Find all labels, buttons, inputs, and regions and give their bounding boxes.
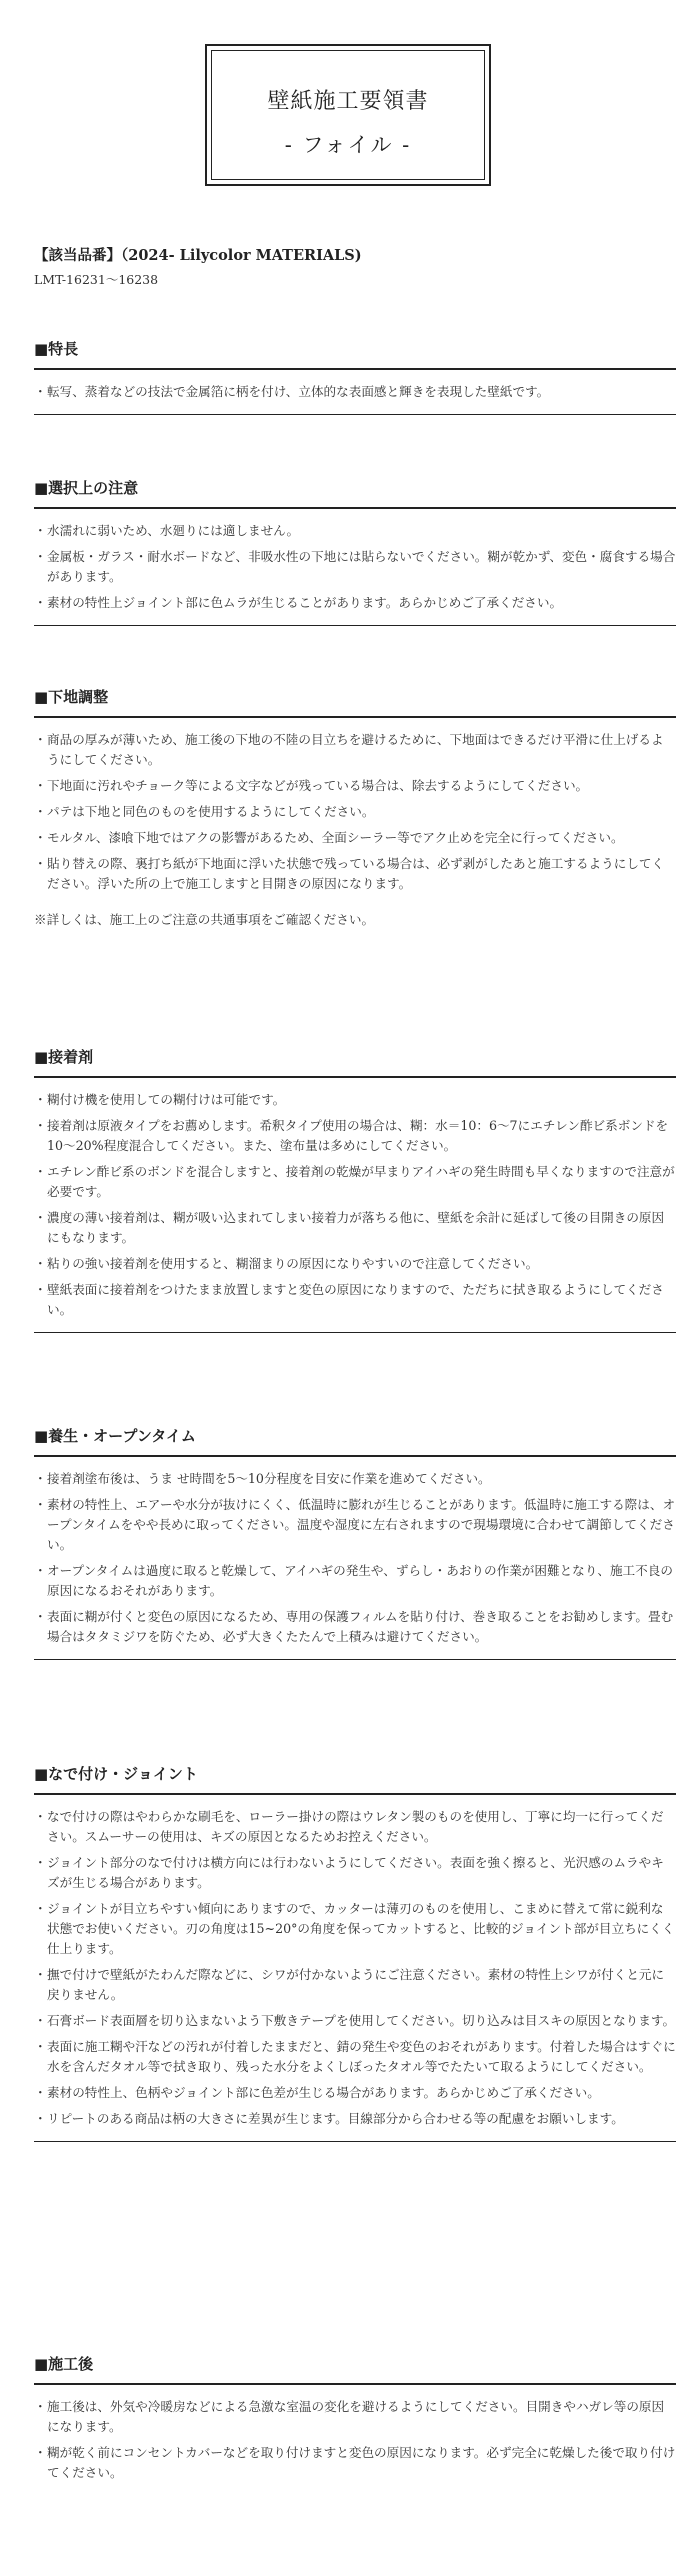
title-inner-frame	[211, 50, 485, 180]
section-adhesive	[34, 1046, 676, 1333]
section-heading: ■施工後	[34, 2353, 676, 2385]
list-item: ・ 表面に糊が付くと変色の原因になるため、専用の保護フィルムを貼り付け、巻き取ることをお勧めします。畳む場合はタタミジワを防ぐため、必ず大きくたたんで上積みは避けてください。	[34, 1607, 676, 1647]
list-item: ・ なで付けの際はやわらかな刷毛を、ローラー掛けの際はウレタン製のものを使用し、丁寧に均一に行ってください。スムーサーの使用は、キズの原因となるためお控えください。	[34, 1807, 676, 1847]
product-label: 【該当品番】（2024- Lilycolor MATERIALS)	[34, 247, 362, 264]
section-note: ※詳しくは、施工上のご注意の共通事項をご確認ください。	[34, 912, 375, 927]
section-heading: ■なで付け・ジョイント	[34, 1763, 676, 1795]
section-features	[34, 338, 676, 415]
list-item: ・ パテは下地と同色のものを使用するようにしてください。	[34, 802, 676, 822]
section-smoothing-joints	[34, 1763, 676, 2142]
list-item: ・ オープンタイムは過度に取ると乾燥して、アイハギの発生や、ずらし・あおりの作業が困難となり、施工不良の原因になるおそれがあります。	[34, 1561, 676, 1601]
list-item: ・ 素材の特性上、色柄やジョイント部に色差が生じる場合があります。あらかじめご了承ください。	[34, 2083, 676, 2103]
list-item: ・ 転写、蒸着などの技法で金属箔に柄を付け、立体的な表面感と輝きを表現した壁紙です。	[34, 382, 676, 402]
section-list	[34, 509, 676, 626]
document-title: 壁紙施工要領書	[267, 89, 429, 114]
section-selection-notes	[34, 477, 676, 626]
list-item: ・ ジョイント部分のなで付けは横方向には行わないようにしてください。表面を強く擦ると、光沢感のムラやキズが生じる場合があります。	[34, 1853, 676, 1893]
list-item: ・ 水濡れに弱いため、水廻りには適しません。	[34, 521, 676, 541]
list-item: ・ リピートのある商品は柄の大きさに差異が生じます。目線部分から合わせる等の配慮をお願いします。	[34, 2109, 676, 2129]
title-box	[205, 44, 491, 186]
document-subtitle: - フォイル -	[284, 133, 412, 157]
section-list	[34, 1795, 676, 2142]
section-list	[34, 718, 676, 906]
section-heading: ■接着剤	[34, 1046, 676, 1078]
list-item: ・ 表面に施工糊や汗などの汚れが付着したままだと、錆の発生や変色のおそれがあります。付着した場合はすぐに水を含んだタオル等で拭き取り、残った水分をよくしぼったタオル等でたたいて取るようにしてください。	[34, 2037, 676, 2077]
list-item: ・ 金属板・ガラス・耐水ボードなど、非吸水性の下地には貼らないでください。糊が乾かず、変色・腐食する場合があります。	[34, 547, 676, 587]
product-meta	[34, 244, 362, 288]
list-item: ・ 施工後は、外気や冷暖房などによる急激な室温の変化を避けるようにしてください。目開きやハガレ等の原因になります。	[34, 2397, 676, 2437]
list-item: ・ 撫で付けで壁紙がたわんだ際などに、シワが付かないようにご注意ください。素材の特性上シワが付くと元に戻りません。	[34, 1965, 676, 2005]
section-heading: ■養生・オープンタイム	[34, 1425, 676, 1457]
section-list	[34, 1078, 676, 1333]
list-item: ・ 濃度の薄い接着剤は、糊が吸い込まれてしまい接着力が落ちる他に、壁紙を余計に延ばして後の目開きの原因にもなります。	[34, 1208, 676, 1248]
list-item: ・ 接着剤塗布後は、うま せ時間を5～10分程度を目安に作業を進めてください。	[34, 1469, 676, 1489]
list-item: ・ 商品の厚みが薄いため、施工後の下地の不陸の目立ちを避けるために、下地面はできるだけ平滑に仕上げるようにしてください。	[34, 730, 676, 770]
section-after-installation	[34, 2353, 676, 2495]
section-heading: ■選択上の注意	[34, 477, 676, 509]
list-item: ・ 接着剤は原液タイプをお薦めします。希釈タイプ使用の場合は、糊：水＝10：6～7にエチレン酢ビ系ボンドを10～20%程度混合してください。また、塗布量は多めにしてください。	[34, 1116, 676, 1156]
section-curing-open-time	[34, 1425, 676, 1660]
section-heading: ■特長	[34, 338, 676, 370]
list-item: ・ 素材の特性上ジョイント部に色ムラが生じることがあります。あらかじめご了承ください。	[34, 593, 676, 613]
list-item: ・ ジョイントが目立ちやすい傾向にありますので、カッターは薄刃のものを使用し、こまめに替えて常に鋭利な状態でお使いください。刃の角度は15~20°の角度を保ってカットすると、比較的ジョイント部が目立ちにくく仕上ります。	[34, 1899, 676, 1959]
list-item: ・ 貼り替えの際、裏打ち紙が下地面に浮いた状態で残っている場合は、必ず剥がしたあと施工するようにしてください。浮いた所の上で施工しますと目開きの原因になります。	[34, 854, 676, 894]
list-item: ・ 素材の特性上、エアーや水分が抜けにくく、低温時に膨れが生じることがあります。低温時に施工する際は、オープンタイムをやや長めに取ってください。温度や湿度に左右されますので現場環境に合わせて調節してください。	[34, 1495, 676, 1555]
list-item: ・ エチレン酢ビ系のボンドを混合しますと、接着剤の乾燥が早まりアイハギの発生時間も早くなりますので注意が必要です。	[34, 1162, 676, 1202]
list-item: ・ 糊が乾く前にコンセントカバーなどを取り付けますと変色の原因になります。必ず完全に乾燥した後で取り付けてください。	[34, 2443, 676, 2483]
list-item: ・ 石膏ボード表面層を切り込まないよう下敷きテープを使用してください。切り込みは目スキの原因となります。	[34, 2011, 676, 2031]
section-list	[34, 370, 676, 415]
section-heading: ■下地調整	[34, 686, 676, 718]
list-item: ・ 糊付け機を使用しての糊付けは可能です。	[34, 1090, 676, 1110]
section-surface-prep	[34, 686, 676, 930]
section-list	[34, 2385, 676, 2495]
list-item: ・ 壁紙表面に接着剤をつけたまま放置しますと変色の原因になりますので、ただちに拭き取るようにしてください。	[34, 1280, 676, 1320]
list-item: ・ モルタル、漆喰下地ではアクの影響があるため、全面シーラー等でアク止めを完全に行ってください。	[34, 828, 676, 848]
product-codes: LMT-16231～16238	[34, 272, 159, 287]
list-item: ・ 粘りの強い接着剤を使用すると、糊溜まりの原因になりやすいので注意してください。	[34, 1254, 676, 1274]
section-list	[34, 1457, 676, 1660]
list-item: ・ 下地面に汚れやチョーク等による文字などが残っている場合は、除去するようにしてください。	[34, 776, 676, 796]
